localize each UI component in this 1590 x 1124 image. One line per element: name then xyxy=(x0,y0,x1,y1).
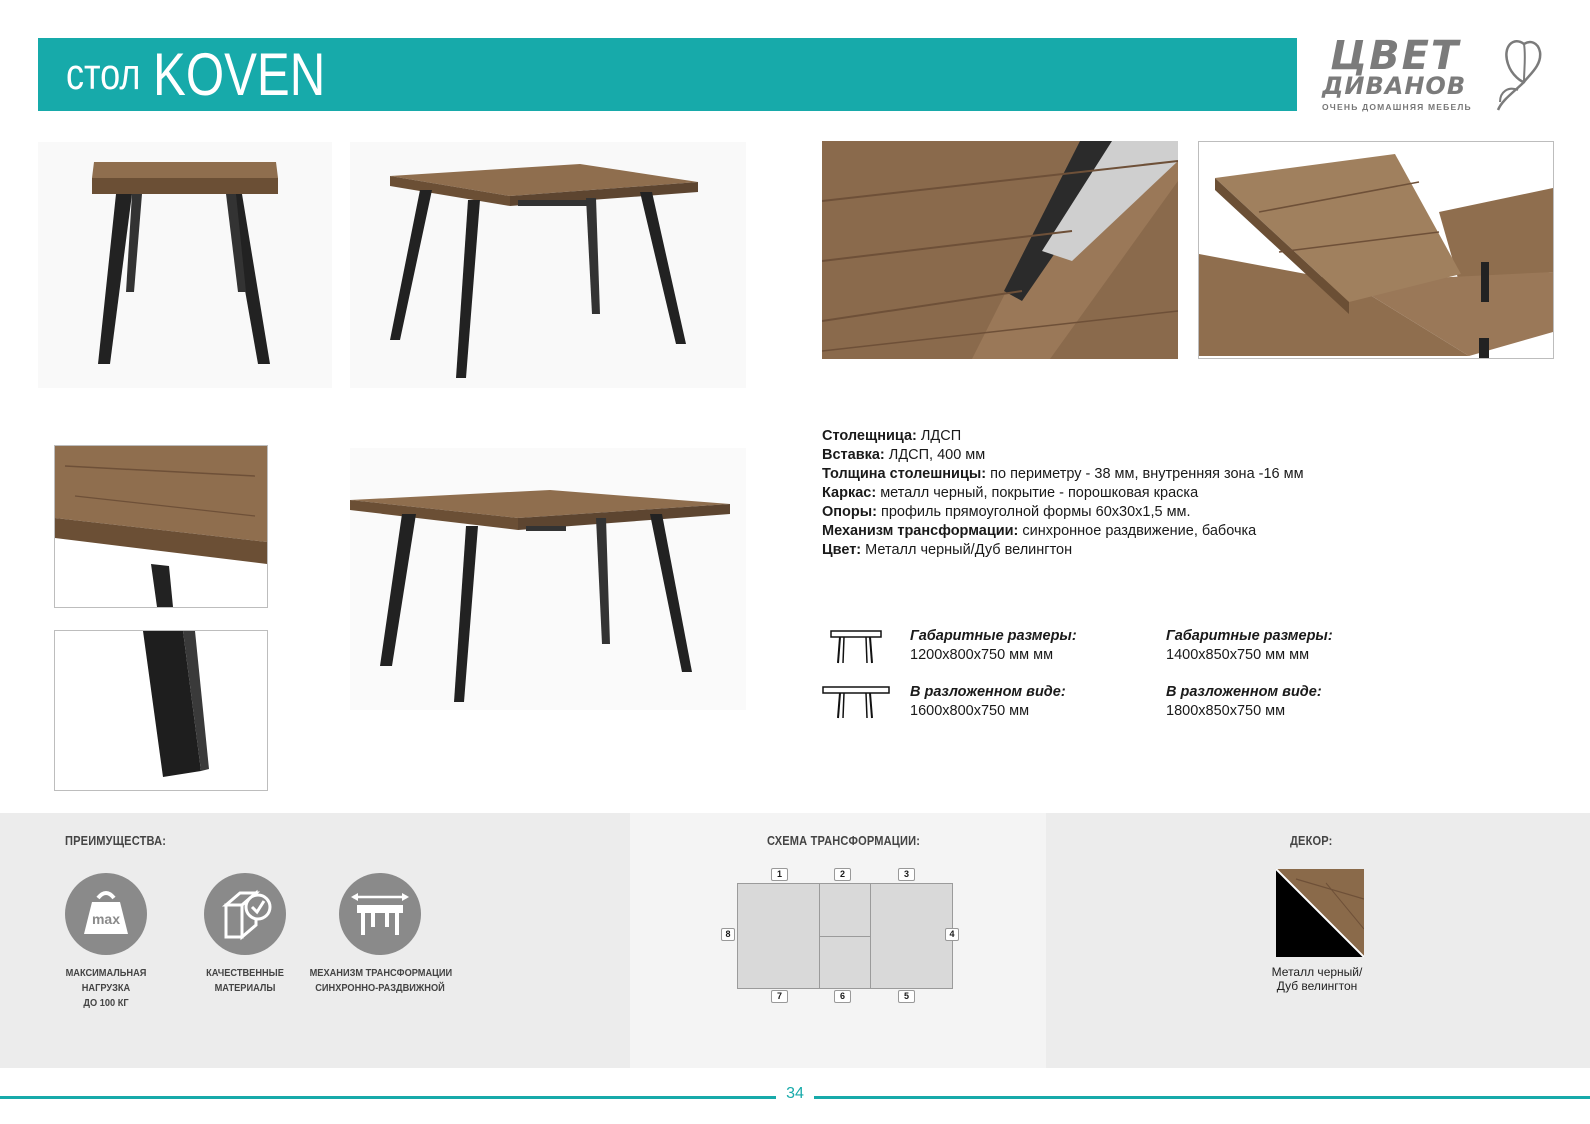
dimensions-col1 xyxy=(910,627,1077,721)
photo-closeup-insert xyxy=(822,141,1178,359)
table-extended-icon xyxy=(822,686,892,720)
scheme-title: СХЕМА ТРАНСФОРМАЦИИ: xyxy=(767,833,921,848)
max-badge: max xyxy=(91,911,121,927)
extended-size-value: 1800х850х750 мм xyxy=(1166,703,1286,719)
spec-row: Цвет: Металл черный/Дуб велингтон xyxy=(822,542,1073,558)
scheme-divider xyxy=(870,884,871,988)
photo-table-side-view xyxy=(38,142,332,388)
spec-row: Толщина столешницы: по периметру - 38 мм, внутренняя зона -16 мм xyxy=(822,466,1304,482)
quality-materials-caption: КАЧЕСТВЕННЫЕ МАТЕРИАЛЫ xyxy=(206,967,284,994)
photo-table-perspective xyxy=(350,142,746,388)
advantages-title: ПРЕИМУЩЕСТВА: xyxy=(65,833,167,848)
decor-swatch xyxy=(1276,869,1364,957)
max-load-caption: МАКСИМАЛЬНАЯ НАГРУЗКА ДО 100 КГ xyxy=(65,967,147,1009)
extended-size-label: В разложенном виде: xyxy=(910,684,1066,700)
decor-caption: Металл черный/ Дуб велингтон xyxy=(1271,965,1363,993)
logo-tagline: ОЧЕНЬ ДОМАШНЯЯ МЕБЕЛЬ xyxy=(1322,102,1472,112)
logo-line1: ЦВЕТ xyxy=(1330,33,1461,79)
footer-line-left xyxy=(0,1096,776,1099)
overall-size-label: Габаритные размеры: xyxy=(910,628,1077,644)
photo-table-extended xyxy=(350,448,746,710)
title-banner xyxy=(38,38,1297,111)
scheme-label: 8 xyxy=(721,928,735,941)
photo-leg-detail xyxy=(54,630,268,791)
spec-row: Вставка: ЛДСП, 400 мм xyxy=(822,447,986,463)
spec-row: Механизм трансформации: синхронное раздвижение, бабочка xyxy=(822,523,1257,539)
scheme-label: 4 xyxy=(945,928,959,941)
dimensions-col2 xyxy=(1166,627,1333,721)
decor-title: ДЕКОР: xyxy=(1290,833,1333,848)
transformation-scheme xyxy=(737,883,953,989)
max-load-icon xyxy=(65,873,147,955)
tulip-icon xyxy=(1494,36,1554,114)
spec-row: Каркас: металл черный, покрытие - порошковая краска xyxy=(822,485,1199,501)
scheme-insert-divider xyxy=(819,936,870,937)
page-number: 34 xyxy=(786,1085,804,1102)
product-name: KOVEN xyxy=(152,41,326,108)
overall-size-value: 1400х850х750 мм мм xyxy=(1166,647,1310,663)
spec-row: Столещница: ЛДСП xyxy=(822,428,962,444)
scheme-label: 7 xyxy=(771,990,788,1003)
specifications xyxy=(822,427,1304,560)
overall-size-value: 1200х800х750 мм мм xyxy=(910,647,1054,663)
footer-line-right xyxy=(814,1096,1590,1099)
scheme-label: 2 xyxy=(834,868,851,881)
table-compact-icon xyxy=(830,630,884,666)
mechanism-caption: МЕХАНИЗМ ТРАНСФОРМАЦИИ СИНХРОННО-РАЗДВИЖНОЙ xyxy=(309,967,453,994)
transformation-mechanism-icon xyxy=(339,873,421,955)
photo-butterfly-mechanism xyxy=(1198,141,1554,359)
scheme-label: 5 xyxy=(898,990,915,1003)
quality-materials-icon xyxy=(204,873,286,955)
extended-size-value: 1600х800х750 мм xyxy=(910,703,1030,719)
extended-size-label: В разложенном виде: xyxy=(1166,684,1322,700)
logo-line2: ДИВАНОВ xyxy=(1322,72,1467,100)
spec-row: Опоры: профиль прямоуголной формы 60х30х1,5 мм. xyxy=(822,504,1191,520)
photo-corner-detail xyxy=(54,445,268,608)
scheme-label: 3 xyxy=(898,868,915,881)
product-type: стол xyxy=(66,49,141,99)
brand-logo xyxy=(1318,34,1558,114)
scheme-label: 6 xyxy=(834,990,851,1003)
scheme-label: 1 xyxy=(771,868,788,881)
overall-size-label: Габаритные размеры: xyxy=(1166,628,1333,644)
